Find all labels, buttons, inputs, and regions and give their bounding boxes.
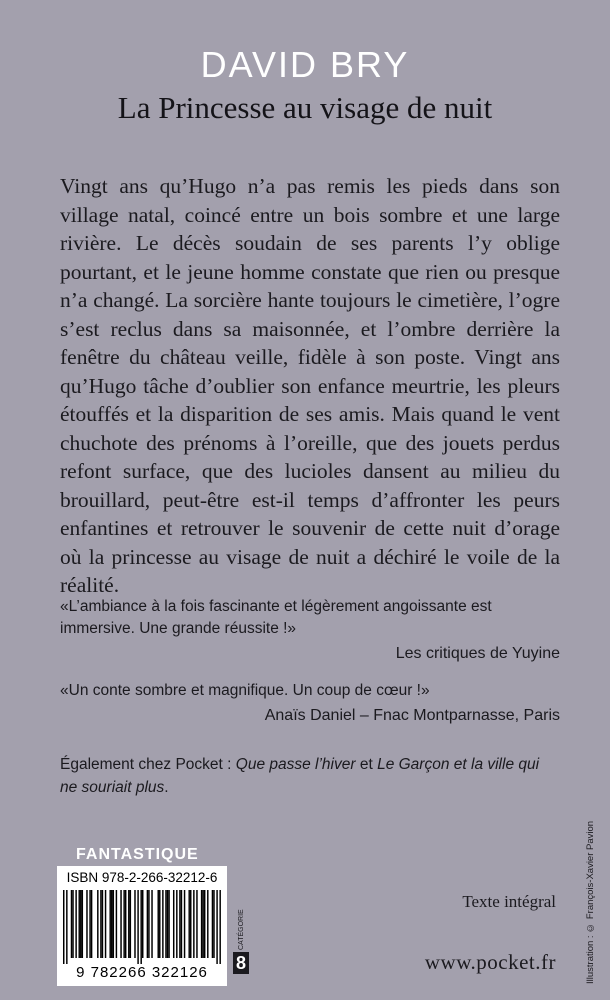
also-suffix: . <box>164 779 169 796</box>
also-book-1: Que passe l’hiver <box>235 756 356 773</box>
illustration-credit: Illustration : © François-Xavier Pavion <box>585 820 596 984</box>
barcode-panel <box>57 866 227 986</box>
category-number: 8 <box>233 952 249 974</box>
quote-source: Anaïs Daniel – Fnac Montparnasse, Paris <box>264 707 560 724</box>
blurb-text: Vingt ans qu’Hugo n’a pas remis les pieds dans son village natal, coincé entre un bois sombre et une large rivière. Le décès soudain de ses parents l’y oblige pourtant, et le jeune homme constate que rien ou presque n’a changé. La sorcière hante toujours le cimetière, l’ogre s’est reclus dans sa maisonnée, et l’ombre derrière la fenêtre du château veille, fidèle à son poste. Vingt ans qu’Hugo tâche d’oublier son enfance meurtrie, les pleurs étouffés et la disparition de ses amis. Mais quand le vent chuchote des prénoms à l’oreille, que des jouets perdus refont surface, que des lucioles dansent au milieu du brouillard, peut-être est-il temps d’affronter les peurs enfantines et retrouver le souvenir de cette nuit d’orage où la princesse au visage de nuit a déchiré le voile de la réalité. <box>60 174 560 597</box>
review-quote-2 <box>60 680 560 727</box>
quote-source: Les critiques de Yuyine <box>395 645 560 662</box>
book-title: La Princesse au visage de nuit <box>117 90 493 125</box>
blurb <box>60 172 560 600</box>
category-label: CATÉGORIE <box>237 909 245 950</box>
also-middle: et <box>355 756 378 773</box>
quote-text: «Un conte sombre et magnifique. Un coup de cœur !» <box>60 682 430 699</box>
also-prefix: Également chez Pocket : <box>60 756 236 773</box>
also-available <box>60 753 560 799</box>
also-book-2: Le Garçon et la ville qui ne souriait plus <box>60 756 540 796</box>
review-quote-1 <box>60 596 560 665</box>
ean-number: 9 782266 322126 <box>76 964 208 981</box>
barcode-icon <box>63 890 221 964</box>
category-badge <box>231 909 251 974</box>
isbn-text: ISBN 978-2-266-32212-6 <box>66 870 218 885</box>
genre-label: FANTASTIQUE <box>76 846 199 863</box>
quote-text: «L’ambiance à la fois fascinante et légèrement angoissante est immersive. Une grande réussite !» <box>60 598 492 637</box>
author-name: DAVID BRY <box>200 44 410 85</box>
publisher-website: www.pocket.fr <box>424 950 556 974</box>
integral-text: Texte intégral <box>462 892 556 911</box>
